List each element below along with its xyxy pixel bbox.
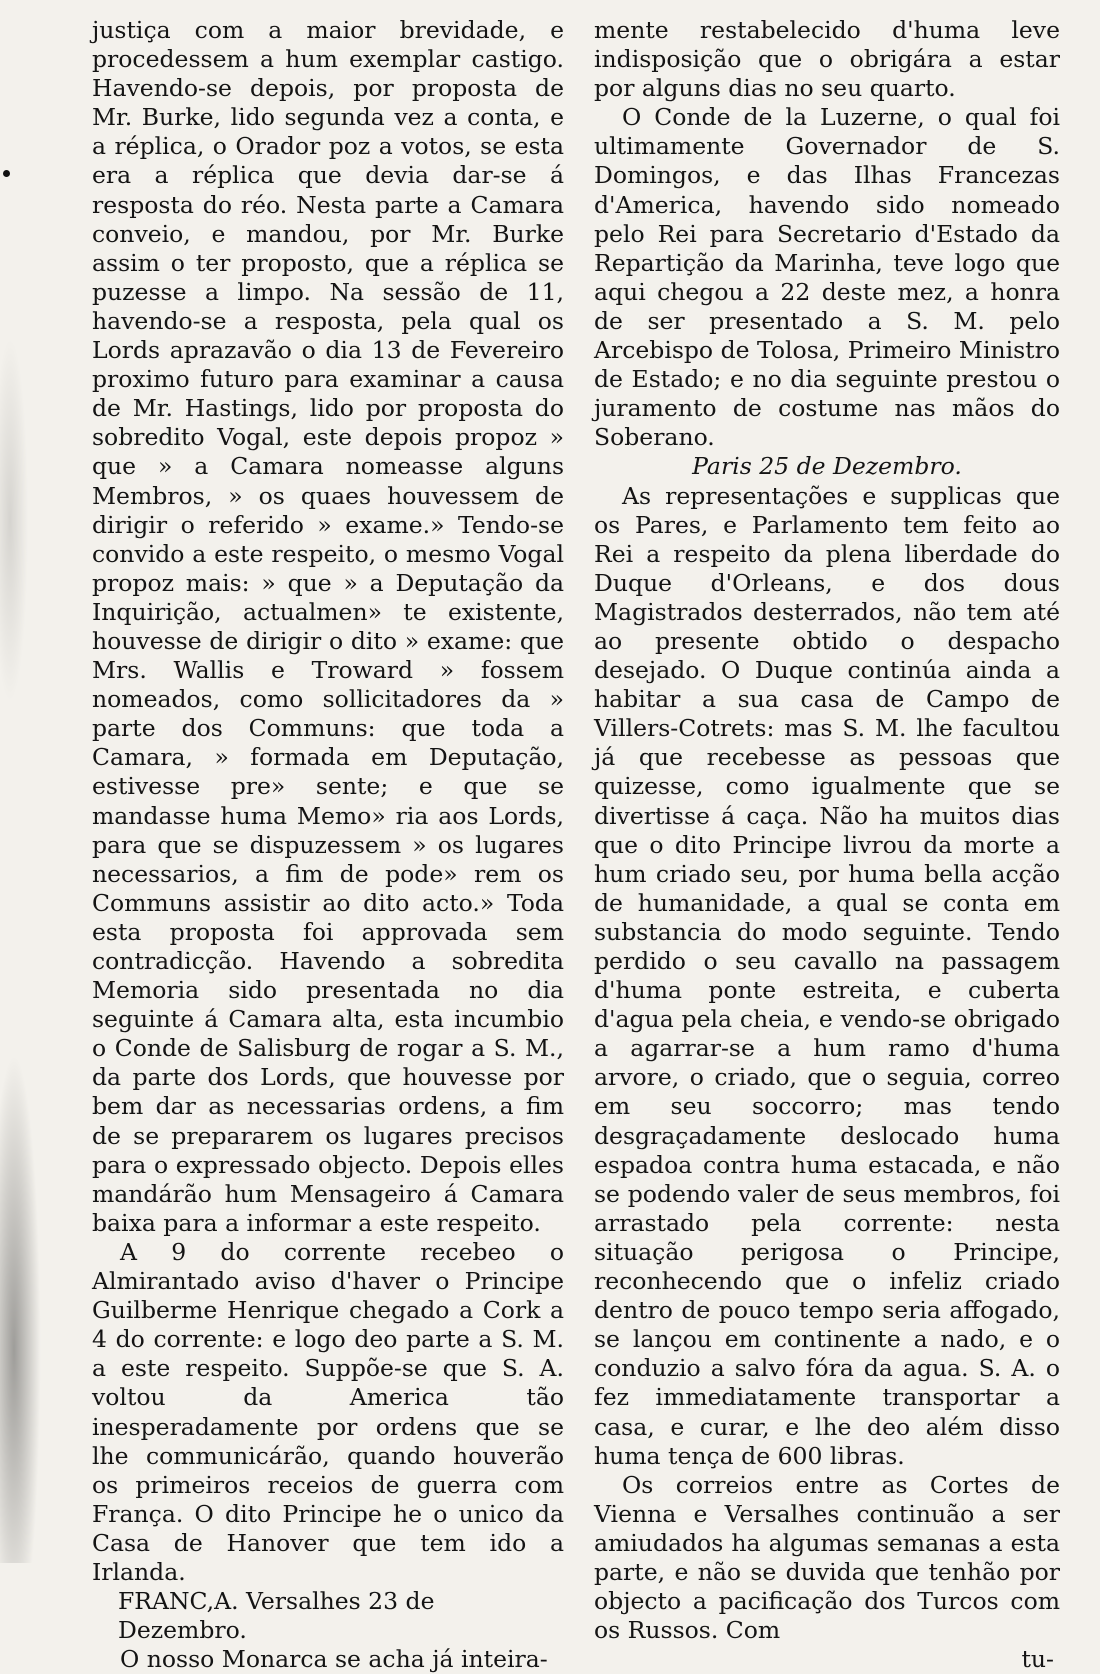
- dateline-versailles: FRANC,A. Versalhes 23 de Dezembro.: [118, 1587, 435, 1645]
- paragraph-continuation: mente restabelecido d'huma leve indisposição que o obrigára a estar por alguns dias no seu quarto.: [594, 16, 1060, 103]
- two-column-layout: [92, 16, 1060, 1674]
- paragraph-duke-orleans: As representações e supplicas que os Pares, e Parlamento tem feito ao Rei a respeito da plena liberdade do Duque d'Orleans, e dos dous Magistrados desterrados, não tem até ao presente obtido o despacho desejado. O Duque continúa ainda a habitar a sua casa de Campo de Villers-Cotrets: mas S. M. lhe facultou já que recebesse as pessoas que quizesse, como igualmente que se divertisse á caça. Não ha muitos dias que o dito Principe livrou da morte a hum criado seu, por huma bella acção de humanidade, a qual se conta em substancia do modo seguinte. Tendo perdido o seu cavallo na passagem d'huma ponte estreita, e cuberta d'agua pela cheia, e vendo-se obrigado a agarrar-se a hum ramo d'huma arvore, o criado, que o seguia, correo em seu soccorro; mas tendo desgraçadamente deslocado huma espadoa contra huma estacada, e não se podendo valer de seus membros, foi arrastado pela corrente: nesta situação perigosa o Principe, reconhecendo que o infeliz criado dentro de pouco tempo seria affogado, se lançou em continente a nado, e o conduzio a salvo fóra da agua. S. A. o fez immediatamente transportar a casa, e curar, e lhe deo além disso huma tença de 600 libras.: [594, 481, 1060, 1470]
- right-column: [594, 16, 1060, 1674]
- paragraph-luzerne: O Conde de la Luzerne, o qual foi ultimamente Governador de S. Domingos, e das Ilhas Francezas d'America, havendo sido nomeado pelo Rei para Secretario d'Estado da Repartição da Marinha, teve logo que aqui chegou a 22 deste mez, a honra de ser presentado a S. M. pelo Arcebispo de Tolosa, Primeiro Ministro de Estado; e no dia seguinte prestou o juramento de costume nas mãos do Soberano.: [594, 103, 1060, 452]
- left-column: [92, 16, 564, 1674]
- paragraph-prince-william: A 9 do corrente recebeo o Almirantado aviso d'haver o Principe Guilberme Henrique chegado a Cork a 4 do corrente: e logo deo parte a S. M. a este respeito. Suppõe-se que S. A. voltou da America tão inesperadamente por ordens que se lhe communicárão, quando houverão os primeiros receios de guerra com França. O dito Principe he o unico da Casa de Hanover que tem ido a Irlanda.: [92, 1237, 564, 1586]
- catchword: tu-: [1021, 1645, 1054, 1674]
- paragraph-commons-proceedings: justiça com a maior brevidade, e procedessem a hum exemplar castigo. Havendo-se depois, por proposta de Mr. Burke, lido segunda vez a conta, e a réplica, o Orador poz a votos, se esta era a réplica que devia dar-se á resposta do réo. Nesta parte a Camara conveio, e mandou, por Mr. Burke assim o ter proposto, que a réplica se puzesse a limpo. Na sessão de 11, havendo-se a resposta, pela qual os Lords aprazavão o dia 13 de Fevereiro proximo futuro para examinar a causa de Mr. Hastings, lido por proposta do sobredito Vogal, este depois propoz » que » a Camara nomeasse alguns Membros, » os quaes houvessem de dirigir o referido » exame.» Tendo-se convido a este respeito, o mesmo Vogal propoz mais: » que » a Deputação da Inquirição, actualmen» te existente, houvesse de dirigir o dito » exame: que Mrs. Wallis e Troward » fossem nomeados, como sollicitadores da » parte dos Communs: que toda a Camara, » formada em Deputação, estivesse pre» sente; e que se mandasse huma Memo» ria aos Lords, para que se dispuzessem » os lugares necessarios, a fim de pode» rem os Communs assistir ao dito acto.» Toda esta proposta foi approvada sem contradicção. Havendo a sobredita Memoria sido presentada no dia seguinte á Camara alta, esta incumbio o Conde de Salisburg de rogar a S. M., da parte dos Lords, que houvesse por bem dar as necessarias ordens, a fim de se prepararem os lugares precisos para o expressado objecto. Depois elles mandárão hum Mensageiro á Camara baixa para a informar a este respeito.: [92, 16, 564, 1237]
- paragraph-monarch: O nosso Monarca se acha já inteira-: [120, 1645, 548, 1674]
- dateline-paris: Paris 25 de Dezembro.: [692, 452, 962, 481]
- ink-spot: [3, 170, 10, 177]
- paragraph-couriers: Os correios entre as Cortes de Vienna e Versalhes continuão a ser amiudados ha algumas semanas a esta parte, e não se duvida que tenhão por objecto a pacificação dos Turcos com os Russos. Com: [594, 1470, 1060, 1645]
